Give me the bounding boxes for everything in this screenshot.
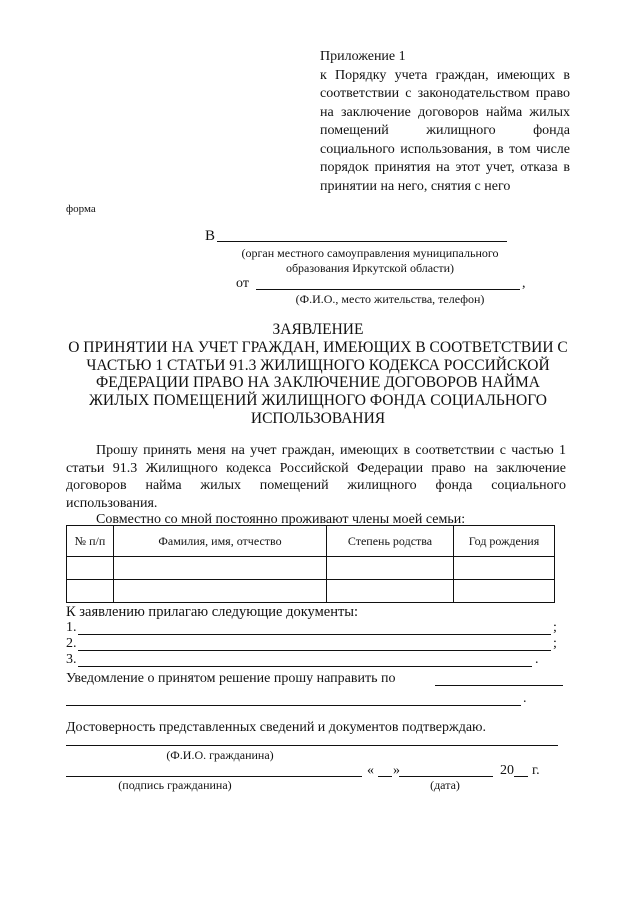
notification-end: .	[523, 691, 527, 706]
table-cell[interactable]	[454, 580, 555, 603]
family-intro: Совместно со мной постоянно проживают члены моей семьи:	[96, 512, 466, 527]
table-cell[interactable]	[67, 557, 114, 580]
request-paragraph: Прошу принять меня на учет граждан, имеющих в соответствии с частью 1 статьи 91.3 Жилищного кодекса Российской Федерации право на заключение договоров найма жилых помещений жилищного фонда социального использования.	[66, 443, 566, 511]
table-row	[67, 580, 555, 603]
table-cell[interactable]	[454, 557, 555, 580]
date-month-field[interactable]	[399, 776, 493, 777]
document-title	[58, 321, 578, 428]
appendix-text: к Порядку учета граждан, имеющих в соответствии с законодательством право на заключение договоров найма жилых помещений жилищного фонда социального использования, в том числе порядок принятия на этот учет, отказа в принятии на него, снятия с него	[320, 67, 570, 194]
date-day-field[interactable]	[378, 776, 392, 777]
to-label: В	[205, 228, 216, 244]
title-line-2: ЧАСТЬЮ 1 СТАТЬИ 91.3 ЖИЛИЩНОГО КОДЕКСА РОССИЙСКОЙ	[86, 356, 550, 374]
document-item-2-end: ;	[553, 636, 557, 651]
notification-field-line-1[interactable]	[435, 685, 563, 686]
date-year-prefix: 20	[500, 763, 514, 778]
col-number: № п/п	[67, 526, 114, 557]
table-cell[interactable]	[327, 557, 454, 580]
title-line-4: ЖИЛЫХ ПОМЕЩЕНИЙ ЖИЛИЩНОГО ФОНДА СОЦИАЛЬНОГО	[89, 392, 547, 410]
date-quote-open: «	[367, 763, 374, 778]
document-item-1-line[interactable]	[78, 634, 551, 635]
table-header-row	[67, 526, 555, 557]
document-item-2-line[interactable]	[78, 650, 551, 651]
date-year-suffix: г.	[532, 763, 540, 778]
to-field-line[interactable]	[217, 241, 507, 242]
fio-field-line[interactable]	[66, 745, 558, 746]
table-row	[67, 557, 555, 580]
document-item-1-end: ;	[553, 620, 557, 635]
to-caption-line2: образования Иркутской области)	[285, 261, 455, 275]
document-item-3-end: .	[535, 652, 539, 667]
signature-field-line[interactable]	[66, 776, 362, 777]
notification-field-line-2[interactable]	[66, 705, 521, 706]
from-caption: (Ф.И.О., место жительства, телефон)	[295, 292, 485, 306]
from-field-line[interactable]	[256, 289, 520, 290]
table-cell[interactable]	[67, 580, 114, 603]
table-cell[interactable]	[114, 557, 327, 580]
title-heading: ЗАЯВЛЕНИЕ	[272, 321, 364, 338]
document-item-3-line[interactable]	[78, 666, 532, 667]
col-relation: Степень родства	[327, 526, 454, 557]
from-comma: ,	[522, 276, 526, 291]
document-item-2-number: 2.	[66, 636, 77, 651]
verification-text: Достоверность представленных сведений и документов подтверждаю.	[66, 720, 486, 735]
to-caption-line1: (орган местного самоуправления муниципального	[241, 246, 499, 260]
date-year-field[interactable]	[514, 776, 528, 777]
notification-label: Уведомление о принятом решение прошу направить по	[66, 671, 396, 686]
document-item-1-number: 1.	[66, 620, 77, 635]
form-label: форма	[66, 203, 96, 215]
signature-caption: (подпись гражданина)	[118, 778, 232, 792]
title-line-1: О ПРИНЯТИИ НА УЧЕТ ГРАЖДАН, ИМЕЮЩИХ В СООТВЕТСТВИИ С	[68, 338, 568, 356]
date-quote-close: »	[393, 763, 400, 778]
date-caption: (дата)	[430, 778, 460, 792]
title-line-3: ФЕДЕРАЦИИ ПРАВО НА ЗАКЛЮЧЕНИЕ ДОГОВОРОВ НАЙМА	[96, 374, 540, 392]
document-item-3-number: 3.	[66, 652, 77, 667]
documents-label: К заявлению прилагаю следующие документы:	[66, 604, 359, 620]
table-cell[interactable]	[327, 580, 454, 603]
family-table	[66, 525, 555, 603]
appendix-title: Приложение 1	[320, 49, 406, 64]
title-line-5: ИСПОЛЬЗОВАНИЯ	[250, 409, 386, 427]
from-label: от	[236, 276, 249, 291]
table-cell[interactable]	[114, 580, 327, 603]
appendix-block	[320, 48, 570, 196]
col-fio: Фамилия, имя, отчество	[114, 526, 327, 557]
col-birth-year: Год рождения	[454, 526, 555, 557]
fio-caption: (Ф.И.О. гражданина)	[166, 748, 274, 762]
